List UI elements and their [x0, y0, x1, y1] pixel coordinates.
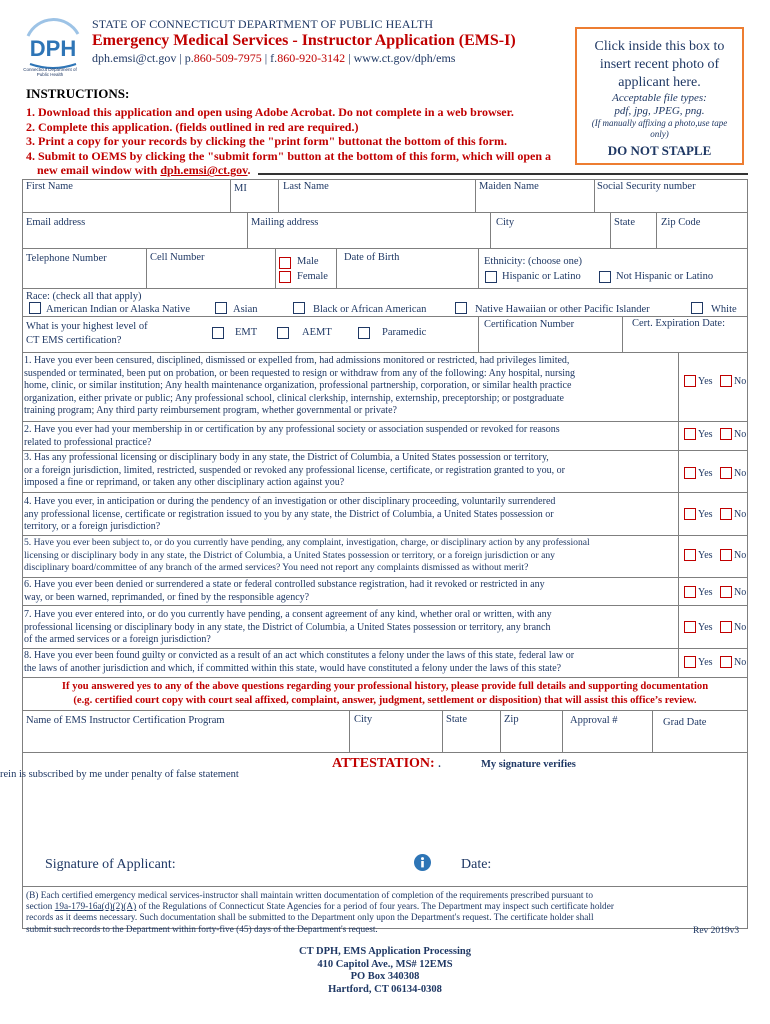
attestation-title-text: ATTESTATION:: [332, 756, 435, 771]
divider: [478, 248, 479, 288]
tape-note: (If manually affixing a photo,use tape only): [591, 118, 728, 139]
program-city-label: City: [354, 714, 373, 725]
question-4: [24, 496, 555, 534]
question-6: [24, 579, 545, 604]
attestation-title: [332, 756, 441, 772]
photo-box[interactable]: [575, 27, 744, 165]
question-5-line: 5. Have you ever been subject to, or do you currently have pending, any complaint, investigation, charge, or disciplinary action by any professional: [24, 537, 590, 548]
emt-checkbox[interactable]: [212, 327, 224, 339]
q5-yes-checkbox[interactable]: [684, 549, 696, 561]
question-2-line: 2. Have you ever had your membership in or certification by any professional society or association suspended or revoked for reasons: [24, 424, 560, 435]
q6-no-checkbox[interactable]: [720, 586, 732, 598]
city-label: City: [496, 217, 515, 228]
q8-yes-checkbox[interactable]: [684, 656, 696, 668]
last-name-label: Last Name: [283, 181, 329, 192]
contact-email[interactable]: dph.emsi@ct.gov: [92, 51, 177, 65]
state-label: State: [614, 217, 635, 228]
q7-yes-checkbox[interactable]: [684, 621, 696, 633]
cert-number-field[interactable]: [479, 332, 621, 351]
question-6-line: 6. Have you ever been denied or surrendered a state or federal controlled substance registration, had it revoked or restricted in any: [24, 579, 545, 590]
program-state-field[interactable]: [443, 730, 499, 751]
address-line-1: CT DPH, EMS Application Processing: [298, 946, 471, 957]
race-aian-checkbox[interactable]: [29, 302, 41, 314]
form-title: Emergency Medical Services - Instructor Application (EMS-I): [92, 32, 516, 49]
signature-label: Signature of Applicant:: [45, 857, 176, 872]
divider: [275, 248, 276, 288]
file-types: pdf, jpg, JPEG, png.: [614, 105, 705, 117]
regulation-line-2-end: of the Regulations of Connecticut State Agencies for a period of four years. The Department may inspect such certificate holder: [136, 902, 614, 913]
photo-line-1: Click inside this box to: [594, 39, 725, 54]
question-2-line: related to professional practice?: [24, 436, 152, 448]
divider: [22, 492, 748, 493]
divider: [22, 288, 748, 289]
question-3-line: or a foreign jurisdiction, limited, restricted, suspended or revoked any professional license, certificate, or registration granted to you, or: [24, 464, 565, 476]
logo-subtitle: Connecticut Department of Public Health: [23, 67, 77, 77]
question-7-line: professional licensing or disciplinary body in any state, the District of Columbia, a United States possession or territory, any branch: [24, 621, 551, 633]
contact-phone-prefix: | p.: [176, 51, 194, 65]
question-7-line: of the armed services or a foreign jurisdiction?: [24, 634, 211, 646]
cert-exp-field[interactable]: [623, 332, 747, 351]
regulation-line-1: (B) Each certified emergency medical services-instructor shall maintain written documentation of completion of the requirements prescribed pursuant to: [26, 891, 594, 901]
divider: [22, 677, 748, 678]
divider: [146, 248, 147, 288]
instruction-step-4a: 4. Submit to OEMS by clicking the "submit form" button at the bottom of this form, which will open a: [26, 148, 552, 163]
instructions-heading: INSTRUCTIONS:: [26, 86, 130, 101]
race-white-checkbox[interactable]: [691, 302, 703, 314]
q4-yes-label: Yes: [698, 509, 713, 520]
contact-web[interactable]: | www.ct.gov/dph/ems: [345, 51, 456, 65]
approval-label: Approval #: [570, 715, 618, 726]
regulation-note: [26, 891, 746, 936]
question-3-line: 3. Has any professional licensing or disciplinary body in any state, the District of Columbia, a United States possession or territory,: [24, 452, 549, 463]
q1-yes-checkbox[interactable]: [684, 375, 696, 387]
race-nhpi-checkbox[interactable]: [455, 302, 467, 314]
question-3-line: imposed a fine or reprimand, or taken any other disciplinary action against you?: [24, 477, 345, 489]
date-label: Date:: [461, 857, 492, 872]
approval-field[interactable]: [563, 730, 651, 751]
cert-number-label: Certification Number: [484, 319, 575, 330]
photo-line-3: applicant here.: [618, 75, 701, 90]
question-8-line: 8. Have you ever been found guilty or convicted as a result of an act which constitutes a felony under the laws of this state, federal law or: [24, 650, 575, 661]
q6-yes-checkbox[interactable]: [684, 586, 696, 598]
mailing-field[interactable]: [248, 230, 489, 247]
level-question-1: What is your highest level of: [26, 321, 148, 332]
divider: [336, 248, 337, 288]
mailing-address: [0, 946, 770, 996]
dob-label: Date of Birth: [344, 252, 400, 263]
q6-yes-label: Yes: [698, 587, 713, 598]
q3-no-label: No: [734, 468, 747, 479]
q5-yes-label: Yes: [698, 550, 713, 561]
not-hispanic-label: Not Hispanic or Latino: [616, 271, 714, 282]
race-black-label: Black or African American: [313, 304, 427, 315]
contact-line: [92, 51, 455, 66]
emt-label: EMT: [235, 327, 258, 338]
disclosure-warning: [22, 680, 748, 707]
divider: [22, 450, 748, 451]
q1-yes-label: Yes: [698, 376, 713, 387]
program-name-field[interactable]: [23, 730, 348, 751]
instruction-step-1: 1. Download this application and open using Adobe Acrobat. Do not complete in a web browser.: [26, 105, 514, 119]
divider: [22, 648, 748, 649]
q1-no-label: No: [734, 376, 747, 387]
race-black-checkbox[interactable]: [293, 302, 305, 314]
divider: [22, 316, 748, 317]
regulation-link[interactable]: 19a-179-16a(d)(2)(A): [54, 902, 137, 913]
program-zip-field[interactable]: [501, 730, 561, 751]
question-6-line: way, or been warned, reprimanded, or fined by the responsible agency?: [24, 591, 310, 603]
email-label: Email address: [26, 217, 86, 228]
q7-yes-label: Yes: [698, 622, 713, 633]
question-1-line: training program; Any third party reimbursement program, whether governmental or private?: [24, 405, 397, 417]
address-line-2: 410 Capitol Ave., MS# 12EMS: [317, 958, 453, 970]
info-glyph-icon: [414, 854, 431, 871]
paramedic-checkbox[interactable]: [358, 327, 370, 339]
maiden-name-field[interactable]: [476, 194, 593, 211]
q5-no-label: No: [734, 550, 747, 561]
contact-fax: 860-920-3142: [277, 51, 346, 65]
q2-no-checkbox[interactable]: [720, 428, 732, 440]
mailing-label: Mailing address: [251, 217, 319, 228]
ethnicity-label: Ethnicity: (choose one): [484, 256, 582, 267]
question-1-line: home, clinic, or similar institution; Any health maintenance organization, professional partnership, corporation, or similar health practice: [24, 380, 572, 392]
q3-no-checkbox[interactable]: [720, 467, 732, 479]
q3-yes-label: Yes: [698, 468, 713, 479]
female-checkbox[interactable]: [279, 271, 291, 283]
question-2: [24, 424, 560, 449]
zip-field[interactable]: [657, 230, 747, 247]
regulation-line-2: [26, 902, 746, 913]
ssn-field[interactable]: [595, 194, 747, 211]
level-question-2: CT EMS certification?: [26, 335, 122, 346]
instruction-step-4-end: .: [247, 163, 251, 178]
divider: [22, 421, 748, 422]
question-4-line: territory, or a foreign jurisdiction?: [24, 521, 161, 533]
first-name-label: First Name: [26, 181, 73, 192]
question-8-line: the laws of another jurisdiction and which, if committed within this state, would have constituted a felony under the laws of this state?: [24, 662, 562, 674]
q2-yes-checkbox[interactable]: [684, 428, 696, 440]
maiden-name-label: Maiden Name: [479, 181, 539, 192]
q7-no-label: No: [734, 622, 747, 633]
question-5: [24, 537, 590, 575]
race-white-label: White: [711, 304, 737, 315]
race-asian-checkbox[interactable]: [215, 302, 227, 314]
question-1: [24, 355, 575, 418]
address-line-4: Hartford, CT 06134-0308: [328, 983, 442, 995]
instruction-step-4b: [26, 163, 551, 178]
question-7: [24, 609, 552, 647]
aemt-checkbox[interactable]: [277, 327, 289, 339]
question-8: [24, 650, 574, 675]
city-field[interactable]: [491, 230, 609, 247]
mi-label: MI: [234, 183, 247, 194]
instruction-email-link[interactable]: dph.emsi@ct.gov: [160, 163, 248, 178]
program-city-field[interactable]: [350, 730, 441, 751]
instruction-step-2: 2. Complete this application. (fields outlined in red are required.): [26, 119, 359, 134]
photo-line-2: insert recent photo of: [599, 57, 720, 72]
q4-no-label: No: [734, 509, 747, 520]
divider: [22, 886, 748, 887]
file-types-label: Acceptable file types:: [612, 92, 707, 104]
male-label: Male: [297, 256, 319, 267]
svg-text:DPH: DPH: [29, 36, 77, 61]
q3-yes-checkbox[interactable]: [684, 467, 696, 479]
contact-fax-prefix: | f.: [261, 51, 278, 65]
paramedic-label: Paramedic: [382, 327, 427, 338]
regulation-line-2-start: section: [26, 902, 55, 913]
q6-no-label: No: [734, 587, 747, 598]
race-aian-label: American Indian or Alaska Native: [46, 304, 191, 315]
disclosure-warning-line-1: If you answered yes to any of the above questions regarding your professional history, please provide full details and supporting documentation: [61, 681, 709, 692]
male-checkbox[interactable]: [279, 257, 291, 269]
grad-date-field[interactable]: [653, 730, 747, 751]
q7-no-checkbox[interactable]: [720, 621, 732, 633]
contact-phone: 860-509-7975: [193, 51, 262, 65]
regulation-line-3: records as it deems necessary. Such documentation shall be submitted to the Department only upon the Department's request. The certificate holder shall: [26, 913, 594, 924]
instructions-list: [26, 105, 551, 178]
question-1-line: 1. Have you ever been censured, disciplined, dismissed or expelled from, had admissions monitored or restricted, had privileges limited,: [24, 355, 570, 366]
do-not-staple: DO NOT STAPLE: [607, 143, 712, 158]
q8-yes-label: Yes: [698, 657, 713, 668]
instruction-step-3: 3. Print a copy for your records by clicking the "print form" buttonat the bottom of this form.: [26, 134, 507, 149]
state-field[interactable]: [611, 230, 655, 247]
q4-no-checkbox[interactable]: [720, 508, 732, 520]
disclosure-warning-line-2: (e.g. certified court copy with court seal affixed, complaint, answer, judgment, settlement or disposition) that will assist this office’s review.: [73, 694, 697, 706]
divider: [22, 212, 748, 213]
hispanic-checkbox[interactable]: [485, 271, 497, 283]
divider: [22, 605, 748, 606]
divider: [22, 710, 748, 711]
question-3: [24, 452, 565, 490]
not-hispanic-checkbox[interactable]: [599, 271, 611, 283]
first-name-field[interactable]: [23, 194, 229, 211]
revision-label: Rev 2019v3: [693, 926, 740, 936]
date-field[interactable]: [500, 850, 700, 874]
question-5-line: licensing or disciplinary body in any state, the District of Columbia, a United States possession or territory, or a foreign jurisdiction or any: [24, 549, 555, 561]
question-1-line: organization, either private or public; Any professional school, clinical clerkship, internship, externship, preceptorship; or postgraduate: [24, 392, 564, 404]
zip-label: Zip Code: [661, 217, 701, 228]
female-label: Female: [297, 271, 328, 282]
regulation-line-4: submit such records to the Department within forty-five (45) days of the Department's request.: [26, 924, 378, 935]
q4-yes-checkbox[interactable]: [684, 508, 696, 520]
telephone-label: Telephone Number: [26, 253, 107, 264]
divider: [22, 248, 748, 249]
q2-yes-label: Yes: [698, 429, 713, 440]
email-field[interactable]: [23, 230, 246, 247]
program-name-label: Name of EMS Instructor Certification Program: [26, 715, 225, 726]
divider: [22, 535, 748, 536]
attestation-verifies: My signature verifies: [481, 759, 576, 770]
ssn-label: Social Security number: [597, 181, 696, 192]
attestation-dot: .: [438, 759, 441, 770]
question-4-line: any professional license, certificate or registration issued to you by any state, the District of Columbia, a United States possession or: [24, 508, 554, 520]
divider: [22, 752, 748, 753]
program-state-label: State: [446, 714, 467, 725]
top-rule: [258, 173, 748, 175]
mi-field[interactable]: [231, 194, 277, 211]
race-nhpi-label: Native Hawaiian or other Pacific Islander: [475, 304, 650, 315]
aemt-label: AEMT: [302, 327, 332, 338]
attestation-subscribed: rein is subscribed by me under penalty of false statement: [0, 769, 239, 780]
race-asian-label: Asian: [233, 304, 258, 315]
divider: [22, 577, 748, 578]
divider: [678, 352, 679, 677]
instruction-step-4b-text: new email window with: [37, 163, 161, 178]
question-5-line: disciplinary board/committee of any branch of the armed services? You need not report any complaints dismissed as without merit?: [24, 562, 529, 574]
cell-label: Cell Number: [150, 252, 205, 263]
question-1-line: suspended or terminated, been put on probation, or been requested to resign or withdraw from any of the following: Any hospital, nursing: [24, 367, 575, 379]
program-zip-label: Zip: [504, 714, 519, 725]
race-label: Race: (check all that apply): [26, 291, 142, 302]
hispanic-label: Hispanic or Latino: [502, 271, 581, 282]
q1-no-checkbox[interactable]: [720, 375, 732, 387]
grad-date-label: Grad Date: [663, 717, 707, 728]
q8-no-checkbox[interactable]: [720, 656, 732, 668]
signature-field[interactable]: [180, 850, 400, 874]
info-icon[interactable]: [414, 854, 431, 871]
address-line-3: PO Box 340308: [350, 971, 420, 983]
question-4-line: 4. Have you ever, in anticipation or during the pendency of an investigation or other disciplinary proceeding, voluntarily surrendered: [24, 496, 556, 507]
q2-no-label: No: [734, 429, 747, 440]
last-name-field[interactable]: [279, 194, 474, 211]
q8-no-label: No: [734, 657, 747, 668]
question-7-line: 7. Have you ever entered into, or do you currently have pending, a consent agreement of any kind, whether oral or written, with any: [24, 609, 552, 620]
divider: [22, 352, 748, 353]
q5-no-checkbox[interactable]: [720, 549, 732, 561]
department-name: STATE OF CONNECTICUT DEPARTMENT OF PUBLIC HEALTH: [92, 17, 434, 31]
cert-exp-label: Cert. Expiration Date:: [632, 318, 726, 329]
